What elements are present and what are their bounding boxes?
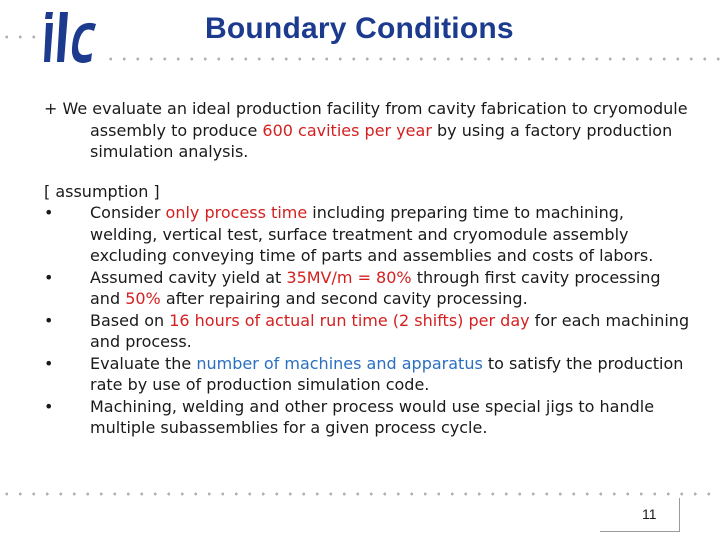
decorative-dot-line-title bbox=[104, 57, 720, 61]
ilc-logo bbox=[44, 10, 100, 64]
bullet-icon: • bbox=[44, 353, 54, 373]
decorative-dot-line-left bbox=[0, 35, 42, 39]
bullet-icon: • bbox=[44, 267, 54, 287]
decorative-dot-line-bottom bbox=[0, 492, 720, 496]
production-target: 600 cavities per year bbox=[262, 120, 432, 140]
bullet-icon: • bbox=[44, 203, 54, 222]
slide-body bbox=[44, 98, 694, 439]
page-corner-rule bbox=[600, 531, 680, 532]
bullet-icon: • bbox=[44, 310, 54, 330]
list-item: • Consider only process time including preparing time to machining, welding, vertical test, surface treatment and cryomodule assembly excluding conveying time of parts and assemblies and costs of labors. bbox=[44, 203, 654, 265]
intro-paragraph: + We evaluate an ideal production facility from cavity fabrication to cryomodule assembly to produce 600 cavities per year by using a factory production simulation analysis. bbox=[44, 99, 688, 161]
assumption-list bbox=[44, 202, 694, 353]
slide-title: Boundary Conditions bbox=[205, 12, 514, 45]
evaluation-list bbox=[44, 353, 694, 439]
list-item: • Assumed cavity yield at 35MV/m = 80% through first cavity processing and 50% after repairing and second cavity processing. bbox=[44, 267, 661, 308]
page-number: 11 bbox=[642, 506, 657, 522]
list-item: • Machining, welding and other process would use special jigs to handle multiple subassemblies for a given process cycle. bbox=[44, 396, 655, 437]
assumption-heading: [ assumption ] bbox=[44, 181, 160, 201]
list-item: • Based on 16 hours of actual run time (2 shifts) per day for each machining and process. bbox=[44, 310, 690, 351]
bullet-icon: • bbox=[44, 396, 54, 416]
page-corner-rule bbox=[679, 498, 680, 532]
list-item: • Evaluate the number of machines and apparatus to satisfy the production rate by use of production simulation code. bbox=[44, 353, 684, 394]
